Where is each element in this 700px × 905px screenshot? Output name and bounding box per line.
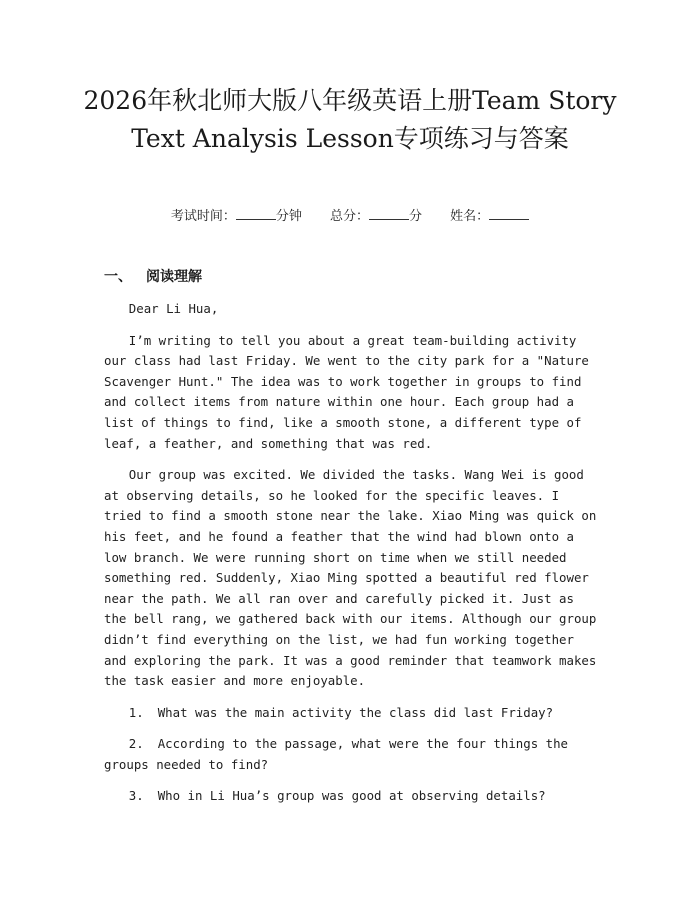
section-heading [104, 266, 202, 286]
exam-score-field [330, 205, 422, 227]
question-2-text: According to the passage, what were the four things the groups needed to find? [104, 736, 569, 772]
question-2-number: 2. [128, 736, 144, 752]
exam-score-label: 总分： [329, 209, 369, 224]
exam-time-unit: 分钟 [275, 209, 302, 224]
question-3 [104, 786, 600, 807]
question-3-number: 3. [128, 788, 144, 804]
letter-salutation: Dear Li Hua, [128, 301, 219, 316]
exam-time-blank [236, 205, 276, 220]
question-1-text: What was the main activity the class did last Friday? [157, 704, 554, 720]
reading-passage [104, 299, 600, 818]
exam-info-line [0, 205, 700, 227]
exam-score-blank [369, 205, 409, 220]
section-title: 阅读理解 [146, 269, 202, 285]
exam-time-label: 考试时间： [170, 209, 236, 224]
question-2 [104, 734, 600, 775]
question-1-number: 1. [128, 704, 144, 720]
page-title: 2026年秋北师大版八年级英语上册Team Story Text Analysis Lesson专项练习与答案 [83, 86, 617, 153]
exam-name-blank [489, 205, 529, 220]
question-1 [104, 703, 600, 724]
exam-name-field [450, 205, 529, 227]
exam-time-field [171, 205, 302, 227]
passage-paragraph-1: I’m writing to tell you about a great team-building activity our class had last Friday. We went to the city park for a "Nature Scavenger Hunt." The idea was to work together in groups to find and collect items from nature within one hour. Each group had a list of things to find, like a smooth stone, a different type of leaf, a feather, and something that was red. [104, 332, 589, 451]
exam-name-label: 姓名： [450, 209, 490, 224]
section-number: 一、 [104, 269, 132, 285]
exam-score-unit: 分 [409, 209, 423, 224]
question-3-text: Who in Li Hua’s group was good at observing details? [157, 788, 546, 804]
passage-paragraph-2: Our group was excited. We divided the tasks. Wang Wei is good at observing details, so he looked for the specific leaves. I tried to find a smooth stone near the lake. Xiao Ming was quick on his feet, and he found a feather that the wind had blown onto a low branch. We were running short on time when we still needed something red. Suddenly, Xiao Ming spotted a beautiful red flower near the path. We all ran over and carefully picked it. Just as the bell rang, we gathered back with our items. Although our group didn’t find everything on the list, we had fun working together and exploring the park. It was a good reminder that teamwork makes the task easier and more enjoyable. [104, 467, 597, 689]
